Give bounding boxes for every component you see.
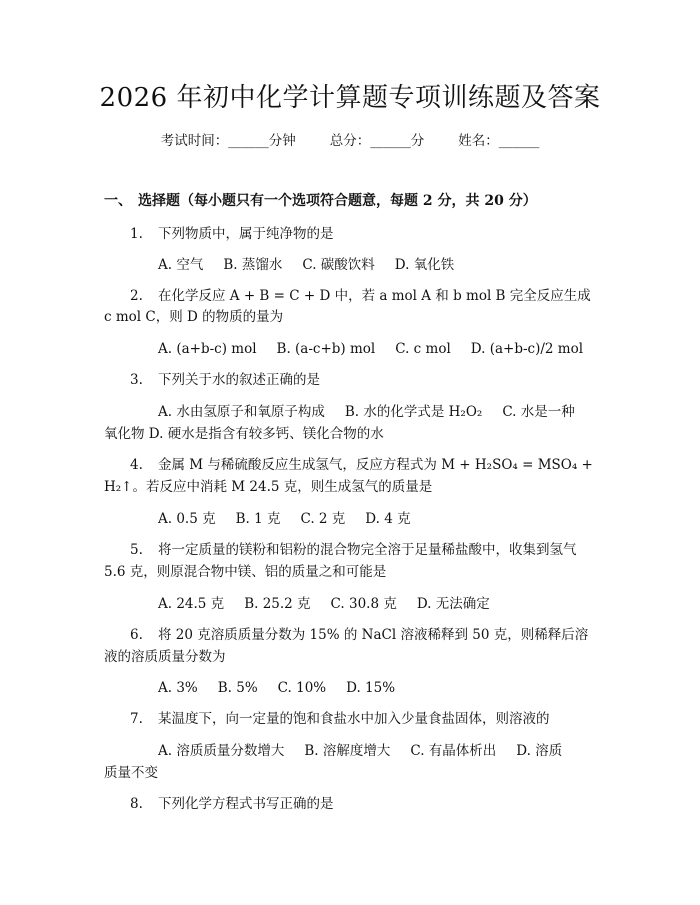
exam-time-field: 考试时间：______分钟 [160, 133, 296, 149]
question-2-options [158, 338, 583, 360]
question-3-stem: 3. 下列关于水的叙述正确的是 [130, 369, 320, 391]
question-2-stem: 2. 在化学反应 A + B = C + D 中，若 a mol A 和 b mol B 完全反应生成 [130, 285, 591, 307]
question-4-stem: 4. 金属 M 与稀硫酸反应生成氢气，反应方程式为 M + H₂SO₄ = MSO₄ + [130, 454, 593, 476]
option-a: A. 3% [158, 680, 198, 696]
option-d: D. 溶质 [516, 743, 563, 759]
question-number: 6. [130, 627, 143, 643]
question-7-options-continued: 质量不变 [104, 765, 158, 781]
option-b: B. 水的化学式是 H₂O₂ [344, 404, 483, 420]
question-3-options [158, 401, 575, 423]
option-a: A. 24.5 克 [158, 596, 225, 612]
option-d: D. 氧化铁 [394, 257, 455, 273]
question-number: 5. [130, 542, 143, 558]
option-b: B. 1 克 [235, 511, 281, 527]
question-number: 4. [130, 457, 143, 473]
option-c: C. 碳酸饮料 [302, 257, 375, 273]
question-1-stem: 1. 下列物质中，属于纯净物的是 [130, 223, 334, 245]
question-7-options [158, 740, 562, 762]
option-b: B. 蒸馏水 [223, 257, 283, 273]
option-c: C. 10% [277, 680, 327, 696]
option-a: A. 水由氢原子和氧原子构成 [158, 404, 325, 420]
question-6-stem-continued: 液的溶质质量分数为 [104, 649, 226, 665]
question-6-stem: 6. 将 20 克溶质质量分数为 15% 的 NaCl 溶液稀释到 50 克，则稀释后溶 [130, 624, 588, 646]
total-score-field: 总分：______分 [329, 133, 425, 149]
question-8-stem: 8. 下列化学方程式书写正确的是 [130, 793, 334, 815]
question-4-stem-continued: H₂↑。若反应中消耗 M 24.5 克，则生成氢气的质量是 [104, 479, 433, 495]
option-a: A. (a+b-c) mol [158, 341, 257, 357]
option-c: C. 有晶体析出 [410, 743, 497, 759]
option-a: A. 0.5 克 [158, 511, 216, 527]
section-heading [104, 190, 537, 212]
exam-info [0, 130, 700, 152]
page-title: 2026 年初中化学计算题专项训练题及答案 [99, 83, 601, 113]
section-number: 一、 [104, 193, 132, 209]
option-b: B. (a-c+b) mol [276, 341, 376, 357]
option-c: C. 2 克 [300, 511, 346, 527]
question-number: 3. [130, 372, 143, 388]
option-a: A. 溶质质量分数增大 [158, 743, 285, 759]
question-5-stem: 5. 将一定质量的镁粉和铝粉的混合物完全溶于足量稀盐酸中，收集到氢气 [130, 539, 577, 561]
option-c: C. 水是一种 [502, 404, 575, 420]
option-a: A. 空气 [158, 257, 204, 273]
question-2-stem-continued: c mol C，则 D 的物质的量为 [104, 309, 284, 325]
question-6-options [158, 677, 395, 699]
student-name-field: 姓名：______ [458, 133, 540, 149]
question-4-options [158, 508, 411, 530]
option-d: D. 4 克 [365, 511, 411, 527]
option-d: D. (a+b-c)/2 mol [470, 341, 584, 357]
question-3-options-continued: 氧化物 D. 硬水是指含有较多钙、镁化合物的水 [104, 426, 384, 442]
option-b: B. 25.2 克 [244, 596, 311, 612]
option-b: B. 溶解度增大 [304, 743, 391, 759]
option-d: D. 15% [346, 680, 396, 696]
question-number: 1. [130, 226, 143, 242]
question-7-stem: 7. 某温度下，向一定量的饱和食盐水中加入少量食盐固体，则溶液的 [130, 708, 550, 730]
option-d: D. 无法确定 [416, 596, 490, 612]
section-title: 选择题（每小题只有一个选项符合题意，每题 2 分，共 20 分） [138, 193, 537, 209]
question-1-options [158, 254, 454, 276]
question-number: 2. [130, 288, 143, 304]
option-c: C. c mol [395, 341, 451, 357]
question-number: 7. [130, 711, 143, 727]
option-c: C. 30.8 克 [330, 596, 397, 612]
question-5-stem-continued: 5.6 克，则原混合物中镁、铝的质量之和可能是 [104, 564, 387, 580]
question-number: 8. [130, 796, 143, 812]
question-5-options [158, 593, 490, 615]
option-b: B. 5% [217, 680, 258, 696]
